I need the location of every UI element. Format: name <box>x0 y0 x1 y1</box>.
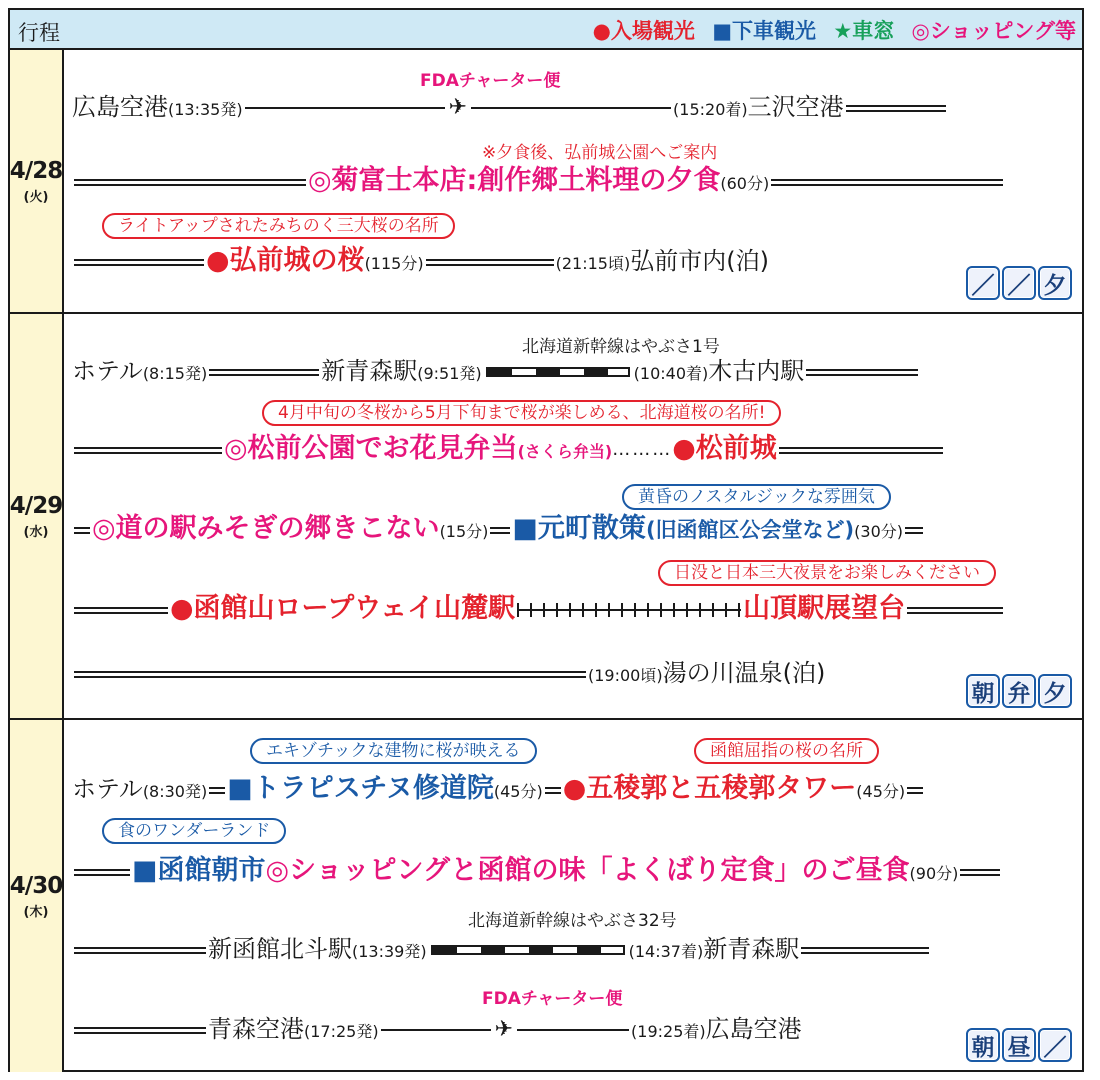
note: ※夕食後、弘前城公園へご案内 <box>482 143 718 163</box>
duration: (90分) <box>909 864 959 883</box>
highlight-pill: 黄昏のノスタルジックな雰囲気 <box>622 484 891 510</box>
header-title: 行程 <box>18 21 60 45</box>
highlight-pill: 日没と日本三大夜景をお楽しみください <box>658 560 996 586</box>
route-row <box>72 434 945 467</box>
route-row <box>72 658 825 691</box>
column-divider <box>62 48 64 1072</box>
legend <box>583 15 1076 45</box>
date: 4/28 <box>9 157 63 184</box>
time: (14:37着) <box>628 942 704 961</box>
flight-line <box>471 107 671 109</box>
bus-line <box>74 527 90 534</box>
airplane-icon: ✈ <box>448 95 468 120</box>
highlight-pill: 食のワンダーランド <box>102 818 286 844</box>
time: (15:20着) <box>673 100 748 119</box>
highlight-pill: ライトアップされたみちのく三大桜の名所 <box>102 213 455 239</box>
place: ●松前城 <box>672 433 777 464</box>
duration: (30分) <box>854 522 903 541</box>
place: 新青森駅 <box>703 935 800 963</box>
place: ■トラピスチヌ修道院 <box>227 773 494 804</box>
place: ●函館山ロープウェイ山麓駅 <box>170 593 516 624</box>
meal-breakfast-icon: 朝 <box>966 674 1000 708</box>
bus-line <box>74 447 222 454</box>
flight-line <box>517 1029 629 1031</box>
time: (19:25着) <box>631 1022 706 1041</box>
meal-dinner-icon: 夕 <box>1038 266 1072 300</box>
bus-line <box>426 259 554 266</box>
date-cell-day2 <box>10 314 62 718</box>
bus-line <box>771 179 1003 186</box>
place: ◎道の駅みそぎの郷きこない <box>92 513 440 544</box>
place: 木古内駅 <box>708 357 805 385</box>
date: 4/29 <box>9 492 63 519</box>
place: 新函館北斗駅 <box>208 935 352 963</box>
route-row <box>72 774 925 807</box>
meal-lunch-icon: 昼 <box>1002 1028 1036 1062</box>
meal-dinner-none-icon: ／ <box>1038 1028 1072 1062</box>
dotted-line: ……… <box>612 439 673 460</box>
flight-label: FDAチャーター便 <box>482 989 623 1009</box>
place: 湯の川温泉(泊) <box>662 659 826 687</box>
flight-line <box>245 107 445 109</box>
time: (8:30発) <box>142 782 208 801</box>
subtitle: (さくら弁当) <box>517 442 613 461</box>
duration: (45分) <box>856 782 906 801</box>
place: ■函館朝市 <box>132 855 266 886</box>
highlight-pill: 4月中旬の冬桜から5月下旬まで桜が楽しめる、北海道桜の名所! <box>262 400 781 426</box>
bus-line <box>905 527 923 534</box>
duration: (45分) <box>493 782 543 801</box>
place: ■元町散策 <box>512 513 646 544</box>
time: (21:15頃) <box>555 254 631 273</box>
time: (13:35発) <box>168 100 243 119</box>
itinerary-table <box>8 8 1084 1072</box>
meals-day3 <box>966 1028 1072 1062</box>
bus-line <box>74 671 586 678</box>
time: (17:25発) <box>304 1022 379 1041</box>
weekday: (火) <box>23 189 49 205</box>
place: 青森空港 <box>208 1015 304 1043</box>
weekday: (木) <box>23 904 49 920</box>
time: (19:00頃) <box>588 666 663 685</box>
duration: (115分) <box>364 254 424 273</box>
legend-stop: ■下車観光 <box>712 19 817 43</box>
bus-line <box>846 105 946 112</box>
bus-line <box>74 869 130 876</box>
bus-line <box>74 179 306 186</box>
bus-line <box>209 787 225 794</box>
place: 新青森駅 <box>321 357 418 385</box>
bus-line <box>907 607 1003 614</box>
weekday: (水) <box>23 524 49 540</box>
route-row <box>72 934 931 967</box>
place: ●五稜郭と五稜郭タワー <box>562 773 857 804</box>
route-row <box>72 856 1002 889</box>
ropeway-line <box>517 603 741 617</box>
railway-line <box>431 945 625 955</box>
meal-lunch-none-icon: ／ <box>1002 266 1036 300</box>
place: ホテル <box>72 357 143 385</box>
place: 山頂駅展望台 <box>743 593 906 624</box>
meal-breakfast-none-icon: ／ <box>966 266 1000 300</box>
time: (8:15発) <box>142 364 208 383</box>
place: ホテル <box>72 775 143 803</box>
day-separator <box>10 718 1082 720</box>
meal-lunch-bento-icon: 弁 <box>1002 674 1036 708</box>
route-row <box>72 356 920 389</box>
legend-shopping: ◎ショッピング等 <box>911 19 1076 43</box>
bus-line <box>209 369 319 376</box>
time: (10:40着) <box>633 364 709 383</box>
flight-label: FDAチャーター便 <box>420 71 561 91</box>
time: (13:39発) <box>352 942 427 961</box>
place: ●弘前城の桜 <box>206 245 365 276</box>
meals-day1 <box>966 266 1072 300</box>
place: 広島空港 <box>72 93 168 121</box>
bus-line <box>74 947 206 954</box>
bus-line <box>74 259 204 266</box>
place: 広島空港 <box>705 1015 802 1043</box>
route-row <box>72 594 1005 624</box>
bus-line <box>74 607 168 614</box>
highlight-pill: エキゾチックな建物に桜が映える <box>250 738 537 764</box>
subtitle: (旧函館区公会堂など) <box>645 518 855 542</box>
bus-line <box>779 447 943 454</box>
route-row <box>72 1014 802 1047</box>
train-label: 北海道新幹線はやぶさ1号 <box>522 337 720 357</box>
place: ◎ショッピングと函館の味「よくばり定食」のご昼食 <box>265 855 910 886</box>
route-row <box>72 166 1005 199</box>
legend-visit: ●入場観光 <box>592 19 695 43</box>
meal-breakfast-icon: 朝 <box>966 1028 1000 1062</box>
bus-line <box>490 527 510 534</box>
duration: (15分) <box>439 522 489 541</box>
bus-line <box>801 947 929 954</box>
bus-line <box>545 787 561 794</box>
bus-line <box>806 369 918 376</box>
place: ◎松前公園でお花見弁当 <box>224 433 518 464</box>
bus-line <box>960 869 1000 876</box>
place: 弘前市内(泊) <box>630 247 769 275</box>
flight-line <box>381 1029 491 1031</box>
meals-day2 <box>966 674 1072 708</box>
date-cell-day1 <box>10 50 62 312</box>
bus-line <box>907 787 923 794</box>
route-row <box>72 92 948 125</box>
legend-window: ★車窓 <box>833 19 895 43</box>
table-header <box>10 10 1082 50</box>
train-label: 北海道新幹線はやぶさ32号 <box>468 911 677 931</box>
railway-line <box>486 367 630 377</box>
date-cell-day3 <box>10 720 62 1072</box>
airplane-icon: ✈ <box>494 1017 514 1042</box>
day-separator <box>10 312 1082 314</box>
highlight-pill: 函館屈指の桜の名所 <box>694 738 879 764</box>
route-row <box>72 246 769 279</box>
place: ◎菊富士本店:創作郷土料理の夕食 <box>308 165 721 196</box>
place: 三沢空港 <box>747 93 844 121</box>
meal-dinner-icon: 夕 <box>1038 674 1072 708</box>
time: (9:51発) <box>417 364 482 383</box>
date: 4/30 <box>9 872 63 899</box>
bus-line <box>74 1027 206 1034</box>
route-row <box>72 514 925 547</box>
duration: (60分) <box>720 174 770 193</box>
